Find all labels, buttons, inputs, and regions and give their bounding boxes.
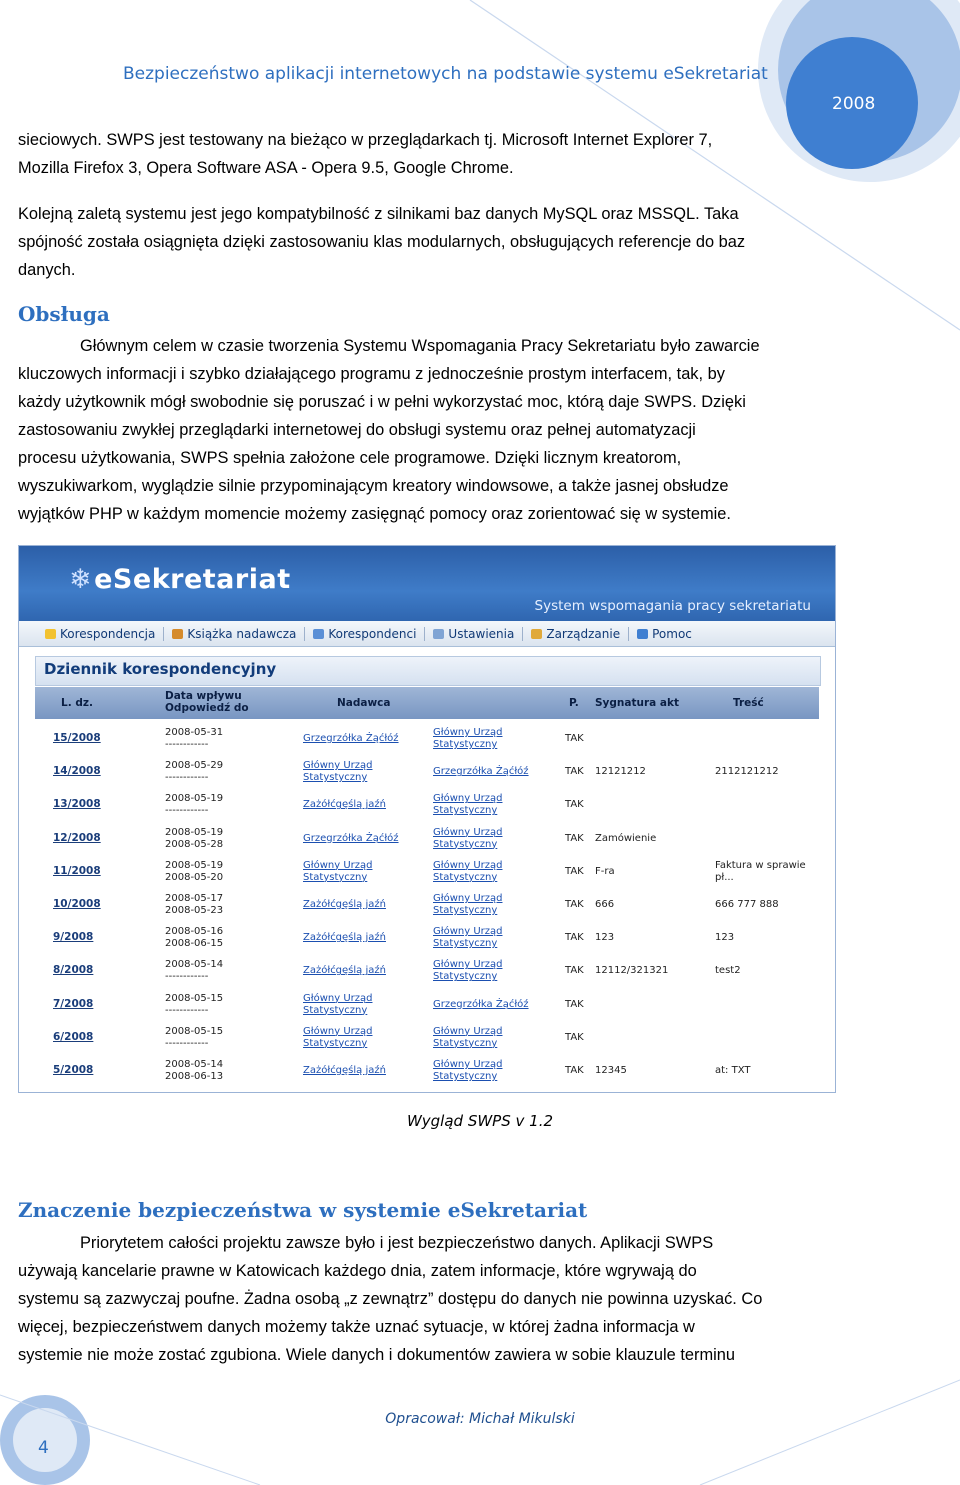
recipient-link-line2[interactable]: Statystyczny xyxy=(433,971,498,983)
recipient-link[interactable]: Główny Urząd xyxy=(433,826,503,838)
recipient-link[interactable]: Główny Urząd xyxy=(433,893,503,904)
sender-link[interactable]: Główny Urząd xyxy=(303,760,373,772)
menu-icon xyxy=(45,629,56,639)
sender-link-line2[interactable]: Statystyczny xyxy=(303,1037,368,1049)
logo-text: eSekretariat xyxy=(94,564,291,595)
date-reply: 2008-05-28 xyxy=(165,838,224,850)
entry-number-link[interactable]: 15/2008 xyxy=(53,732,101,744)
priority-flag: TAK xyxy=(565,799,584,811)
priority-flag: TAK xyxy=(565,965,584,977)
menu-separator xyxy=(628,627,629,641)
recipient-link-line2[interactable]: Statystyczny xyxy=(433,838,498,850)
menu-item-label: Korespondencja xyxy=(60,626,156,641)
recipient-link-line2[interactable]: Statystyczny xyxy=(433,1071,498,1082)
date-reply: ------------ xyxy=(165,772,209,784)
menu-item-label: Ustawienia xyxy=(448,626,515,641)
menu-separator xyxy=(304,627,305,641)
paragraph-1 xyxy=(18,126,834,182)
text-line: Głównym celem w czasie tworzenia Systemu Wspomagania Pracy Sekretariatu było zawarcie xyxy=(80,337,760,355)
table-row[interactable] xyxy=(35,788,819,821)
recipient-link-line2[interactable]: Statystyczny xyxy=(433,739,498,750)
sender-link[interactable]: Zażółćgęślą jaźń xyxy=(303,965,386,977)
section-1-body xyxy=(18,332,834,528)
recipient-link[interactable]: Główny Urząd xyxy=(433,793,503,805)
paragraph-2 xyxy=(18,200,834,284)
col-date2: Odpowiedź do xyxy=(165,702,249,714)
col-ld: L. dz. xyxy=(61,697,93,709)
date-reply: 2008-06-15 xyxy=(165,938,224,950)
recipient-link-line2[interactable]: Statystyczny xyxy=(433,805,498,817)
line: spójność została osiągnięta dzięki zastosowaniu klas modularnych, obsługujących referencje do baz xyxy=(18,233,746,251)
panel-title: Dziennik korespondencyjny xyxy=(44,660,277,678)
text-line: więcej, bezpieczeństwem danych możemy także uznać sytuacje, w której żadna informacja w xyxy=(18,1318,695,1336)
menu-icon xyxy=(172,629,183,639)
page-number: 4 xyxy=(38,1438,49,1458)
entry-number-link[interactable]: 11/2008 xyxy=(53,864,101,877)
priority-flag: TAK xyxy=(565,766,584,778)
entry-number-link[interactable]: 12/2008 xyxy=(53,831,101,844)
sender-link-line2[interactable]: Statystyczny xyxy=(303,772,368,784)
sender-link[interactable]: Zażółćgęślą jaźń xyxy=(303,932,386,944)
text-line: systemie nie może zostać zgubiona. Wiele danych i dokumentów zawiera w sobie klauzule terminu xyxy=(18,1346,735,1364)
menu-item[interactable] xyxy=(637,627,692,641)
text-line: kluczowych informacji i szybko działającego programu z jednocześnie prostym interfacem, tak, by xyxy=(18,365,725,383)
content: test2 xyxy=(715,965,741,977)
menu-icon xyxy=(433,629,444,639)
menu-icon xyxy=(637,629,648,639)
app-logo xyxy=(69,564,291,595)
content: 2112121212 xyxy=(715,766,779,778)
content: 666 777 888 xyxy=(715,899,779,910)
col-signature: Sygnatura akt xyxy=(595,697,679,709)
signature: F-ra xyxy=(595,865,615,877)
menu-item[interactable] xyxy=(45,627,155,641)
running-header: Bezpieczeństwo aplikacji internetowych na podstawie systemu eSekretariat xyxy=(123,64,768,84)
entry-number-link[interactable]: 7/2008 xyxy=(53,997,94,1010)
col-p: P. xyxy=(569,697,579,709)
section-2-body xyxy=(18,1229,834,1369)
date-reply: ------------ xyxy=(165,805,209,817)
col-date1: Data wpływu xyxy=(165,690,242,702)
menu-item[interactable] xyxy=(313,627,416,641)
date-received: 2008-05-19 xyxy=(165,793,224,805)
date-received: 2008-05-31 xyxy=(165,727,224,738)
recipient-link[interactable]: Główny Urząd xyxy=(433,1025,503,1037)
recipient-link[interactable]: Główny Urząd xyxy=(433,727,503,738)
table-row[interactable] xyxy=(35,988,819,1021)
sender-link[interactable]: Grzegrzółka Żąćłóź xyxy=(303,832,399,844)
menu-item-label: Książka nadawcza xyxy=(187,626,297,641)
recipient-link-line2[interactable]: Statystyczny xyxy=(433,905,498,916)
entry-number-link[interactable]: 9/2008 xyxy=(53,931,94,944)
menu-separator xyxy=(522,627,523,641)
entry-number-link[interactable]: 5/2008 xyxy=(53,1064,94,1076)
menu-separator xyxy=(424,627,425,641)
app-banner xyxy=(19,546,835,621)
sender-link[interactable]: Główny Urząd xyxy=(303,1025,373,1037)
menu-item-label: Korespondenci xyxy=(328,626,417,641)
sender-link[interactable]: Zażółćgęślą jaźń xyxy=(303,1065,386,1076)
content-line2: pł... xyxy=(715,871,734,883)
table-row[interactable] xyxy=(35,1054,819,1087)
signature: 123 xyxy=(595,932,615,944)
table-row[interactable] xyxy=(35,954,819,987)
entry-number-link[interactable]: 13/2008 xyxy=(53,798,101,811)
text-line: systemu są zazwyczaj poufne. Żadna osobą „z zewnątrz” dostępu do danych nie powinna uzyskać. Co xyxy=(18,1290,763,1308)
section-heading-obsluga: Obsługa xyxy=(18,302,110,326)
section-heading-security: Znaczenie bezpieczeństwa w systemie eSekretariat xyxy=(18,1198,588,1222)
date-received: 2008-05-19 xyxy=(165,826,224,838)
recipient-link-line2[interactable]: Statystyczny xyxy=(433,871,498,883)
signature: 666 xyxy=(595,899,615,910)
entry-number-link[interactable]: 10/2008 xyxy=(53,898,101,910)
text-line: wyjątków PHP w każdym momencie możemy zasięgnąć pomocy oraz zorientować się w systemie. xyxy=(18,505,731,523)
table-row[interactable] xyxy=(35,822,819,855)
date-received: 2008-05-14 xyxy=(165,1059,224,1070)
figure-caption: Wygląd SWPS v 1.2 xyxy=(406,1112,554,1130)
date-received: 2008-05-17 xyxy=(165,893,224,904)
signature: 12345 xyxy=(595,1065,627,1076)
recipient-link[interactable]: Główny Urząd xyxy=(433,926,503,938)
priority-flag: TAK xyxy=(565,865,584,877)
text-line: używają kancelarie prawne w Katowicach każdego dnia, zatem informacje, które wgrywają do xyxy=(18,1262,697,1280)
sender-link[interactable]: Główny Urząd xyxy=(303,992,373,1004)
menu-item-label: Pomoc xyxy=(652,626,692,641)
footer-author: Opracował: Michał Mikulski xyxy=(385,1411,575,1427)
priority-flag: TAK xyxy=(565,733,584,744)
date-received: 2008-05-29 xyxy=(165,760,224,772)
menu-item[interactable] xyxy=(433,627,514,641)
line: sieciowych. SWPS jest testowany na bieżąco w przeglądarkach tj. Microsoft Internet Explorer 7, xyxy=(18,131,713,149)
snowflake-icon: ❄ xyxy=(69,564,93,595)
line: danych. xyxy=(18,261,76,279)
line: Kolejną zaletą systemu jest jego kompatybilność z silnikami baz danych MySQL oraz MSSQL. Taka xyxy=(18,205,739,223)
recipient-link-line2[interactable]: Statystyczny xyxy=(433,938,498,950)
text-line: Priorytetem całości projektu zawsze było i jest bezpieczeństwo danych. Aplikacji SWPS xyxy=(80,1234,714,1252)
text-line: wyszukiwarkom, wyglądzie silnie przypominającym kreatory windowsowe, a także jasnej obsłudze xyxy=(18,477,729,495)
recipient-link[interactable]: Grzegrzółka Żąćłóź xyxy=(433,766,529,778)
table-row[interactable] xyxy=(35,921,819,954)
table-row[interactable] xyxy=(35,755,819,788)
table-row[interactable] xyxy=(35,722,819,755)
date-received: 2008-05-16 xyxy=(165,926,224,938)
content: 123 xyxy=(715,932,735,944)
menu-item[interactable] xyxy=(531,627,620,641)
date-reply: ------------ xyxy=(165,1004,209,1016)
text-line: zastosowaniu zwykłej przeglądarki internetowej do obsługi systemu oraz pełnej automatyzacji xyxy=(18,421,696,439)
signature: Zamówienie xyxy=(595,832,657,844)
signature: 12112/321321 xyxy=(595,965,669,977)
sender-link[interactable]: Główny Urząd xyxy=(303,859,373,871)
priority-flag: TAK xyxy=(565,832,584,844)
col-sender: Nadawca xyxy=(337,697,391,709)
recipient-link[interactable]: Główny Urząd xyxy=(433,1059,503,1070)
priority-flag: TAK xyxy=(565,1031,584,1043)
app-menu xyxy=(19,621,835,647)
date-reply: 2008-05-20 xyxy=(165,871,224,883)
line: Mozilla Firefox 3, Opera Software ASA - Opera 9.5, Google Chrome. xyxy=(18,159,514,177)
date-received: 2008-05-15 xyxy=(165,1025,224,1037)
menu-icon xyxy=(313,629,324,639)
table-row[interactable] xyxy=(35,888,819,921)
sender-link[interactable]: Grzegrzółka Żąćłóź xyxy=(303,733,399,744)
entry-number-link[interactable]: 14/2008 xyxy=(53,765,101,778)
date-received: 2008-05-19 xyxy=(165,859,224,871)
text-line: każdy użytkownik mógł swobodnie się poruszać i w pełni wykorzystać moc, którą daje SWPS. Dzięki xyxy=(18,393,746,411)
app-tagline: System wspomagania pracy sekretariatu xyxy=(534,598,811,614)
date-received: 2008-05-15 xyxy=(165,992,224,1004)
col-content: Treść xyxy=(733,697,764,709)
date-reply: 2008-06-13 xyxy=(165,1071,224,1082)
sender-link[interactable]: Zażółćgęślą jaźń xyxy=(303,899,386,910)
date-reply: ------------ xyxy=(165,739,209,750)
recipient-link[interactable]: Grzegrzółka Żąćłóź xyxy=(433,998,529,1010)
recipient-link[interactable]: Główny Urząd xyxy=(433,959,503,971)
content: Faktura w sprawie xyxy=(715,859,806,871)
content: at: TXT xyxy=(715,1065,751,1076)
priority-flag: TAK xyxy=(565,899,584,910)
date-received: 2008-05-14 xyxy=(165,959,224,971)
date-reply: 2008-05-23 xyxy=(165,905,224,916)
sender-link[interactable]: Zażółćgęślą jaźń xyxy=(303,799,386,811)
table-row[interactable] xyxy=(35,855,819,888)
recipient-link[interactable]: Główny Urząd xyxy=(433,859,503,871)
year-badge: 2008 xyxy=(832,94,876,114)
menu-separator xyxy=(163,627,164,641)
panel-title-bar xyxy=(35,656,821,686)
entry-number-link[interactable]: 6/2008 xyxy=(53,1030,94,1043)
app-screenshot xyxy=(18,545,836,1093)
sender-link-line2[interactable]: Statystyczny xyxy=(303,871,368,883)
sender-link-line2[interactable]: Statystyczny xyxy=(303,1004,368,1016)
priority-flag: TAK xyxy=(565,1065,584,1076)
date-reply: ------------ xyxy=(165,971,209,983)
recipient-link-line2[interactable]: Statystyczny xyxy=(433,1037,498,1049)
table-row[interactable] xyxy=(35,1021,819,1054)
menu-item-label: Zarządzanie xyxy=(546,626,621,641)
menu-item[interactable] xyxy=(172,627,296,641)
table-header xyxy=(35,687,819,719)
priority-flag: TAK xyxy=(565,932,584,944)
priority-flag: TAK xyxy=(565,998,584,1010)
date-reply: ------------ xyxy=(165,1037,209,1049)
menu-icon xyxy=(531,629,542,639)
entry-number-link[interactable]: 8/2008 xyxy=(53,964,94,977)
text-line: procesu użytkowania, SWPS spełnia założone cele programowe. Dzięki licznym kreatorom, xyxy=(18,449,682,467)
signature: 12121212 xyxy=(595,766,646,778)
